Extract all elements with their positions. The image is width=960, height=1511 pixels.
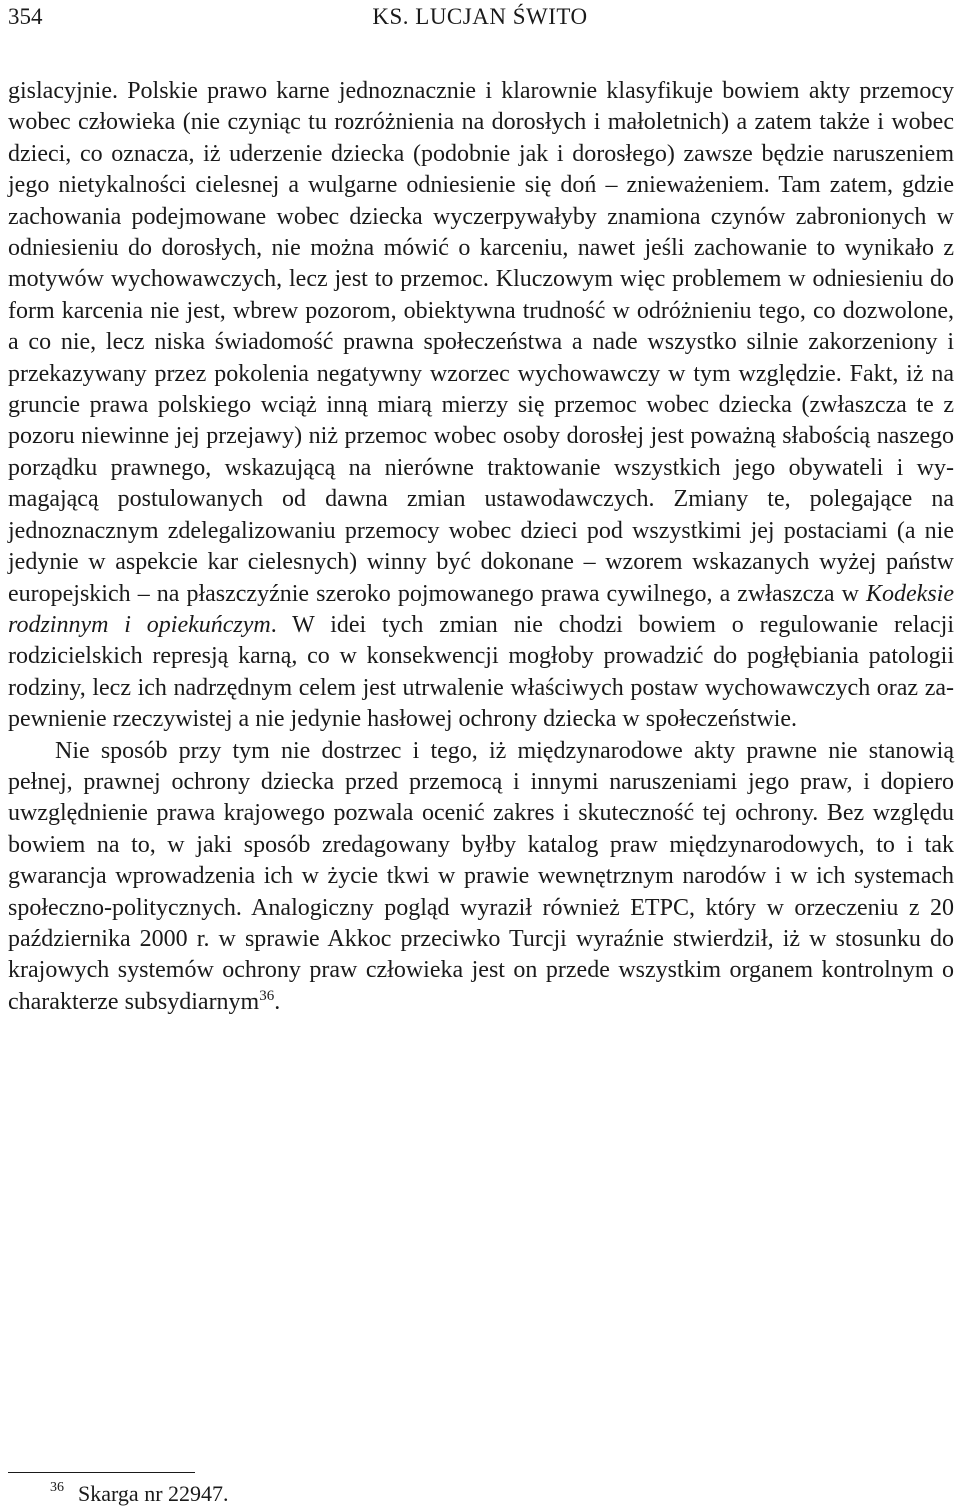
paragraph-2-text: Nie sposób przy tym nie dostrzec i tego, iż międzynarodowe akty prawne nie stanowią pełnej, prawnej ochrony dziecka przed przemocą i innymi naruszeniami jego praw, i dopiero uwzględnienie prawa krajowego pozwala ocenić zakres i skuteczność tej ochrony. Bez względu bowiem na to, w jaki sposób zredagowany byłby katalog praw międzynarodowych, to i tak gwarancja wprowadzenia ich w życie tkwi w prawie wewnętrznym narodów i w ich systemach społeczno-politycznych. Analogiczny pogląd wyraził również ETPC, który w orzeczeniu z 20 października 2000 r. w sprawie Akkoc przeciwko Turcji wyraźnie stwierdził, iż w stosunku do krajowych systemów ochrony praw człowieka jest on przede wszystkim organem kontrolnym o charakterze subsydiarnym [8, 737, 954, 1015]
footnote [50, 1480, 229, 1508]
page-number: 354 [8, 4, 43, 29]
page-header [8, 2, 952, 32]
paragraph-2-end: . [274, 988, 281, 1015]
footnote-reference[interactable]: 36 [259, 987, 275, 1004]
code-title-italic: Kodeksie rodzinnym i opiekuńczym [8, 580, 954, 638]
paragraph-1-text: gislacyjnie. Polskie prawo karne jednoznacznie i klarownie klasyfikuje bowiem akty przemocy wobec człowieka (nie czyniąc tu rozróżnienia na dorosłych i małoletnich) a zatem także i wobec dzieci, co oznacza, iż uderzenie dziecka (podobnie jak i dorosłego) zawsze będzie naruszeniem jego nietykalności cielesnej a wulgarne odniesienie się doń – znieważeniem. Tam zatem, gdzie zachowania podejmowane wobec dziecka wyczerpywałyby znamiona czynów zabronionych w odniesieniu do dorosłych, nie można mówić o karceniu, nawet jeśli zachowanie to wynikało z motywów wychowawczych, lecz jest to przemoc. Kluczowym więc problemem w odniesieniu do form karcenia nie jest, wbrew pozorom, obiektywna trudność w odróżnieniu tego, co dozwolone, a co nie, lecz niska świadomość prawna społeczeństwa a nade wszystko silnie zakorzeniony i przekazywany przez pokolenia negatywny wzorzec wychowawczy w tym względzie. Fakt, iż na gruncie prawa polskiego wciąż inną miarą mierzy się przemoc wobec dziecka (zwłaszcza te z pozoru niewinne jej przejawy) niż przemoc wobec osoby dorosłej jest poważną słabością naszego porządku prawnego, wskazującą na nierówne traktowanie wszystkich jego obywateli i wymagającą postulowanych od dawna zmian ustawodawczych. Zmiany te, polegające na jednoznacznym zdelegalizowaniu przemocy wobec dzieci pod wszystkimi jej postaciami (a nie jedynie w aspekcie kar cielesnych) winny być dokonane – wzorem wskazanych wyżej państw europejskich – na płaszczyźnie szeroko pojmowanego prawa cywilnego, a zwłaszcza w [8, 78, 954, 607]
running-head: KS. LUCJAN ŚWITO [372, 4, 588, 29]
footnote-number: 36 [50, 1480, 64, 1495]
paragraph-1-text-end: . W idei tych zmian nie chodzi bowiem o regulowanie relacji rodzicielskich represją karną, co w konsekwencji mogłoby prowadzić do pogłębiania patologii rodziny, lecz ich nadrzędnym celem jest utrwalenie właściwych postaw wychowawczych oraz zapewnienie rzeczywistej a nie jedynie hasłowej ochrony dziecka w społeczeństwie. [8, 611, 954, 733]
footnote-text: Skarga nr 22947. [78, 1481, 229, 1506]
paragraph-1 [8, 76, 954, 736]
paragraph-2 [8, 736, 954, 1019]
body-text [8, 76, 954, 1018]
footnote-separator [8, 1472, 195, 1473]
